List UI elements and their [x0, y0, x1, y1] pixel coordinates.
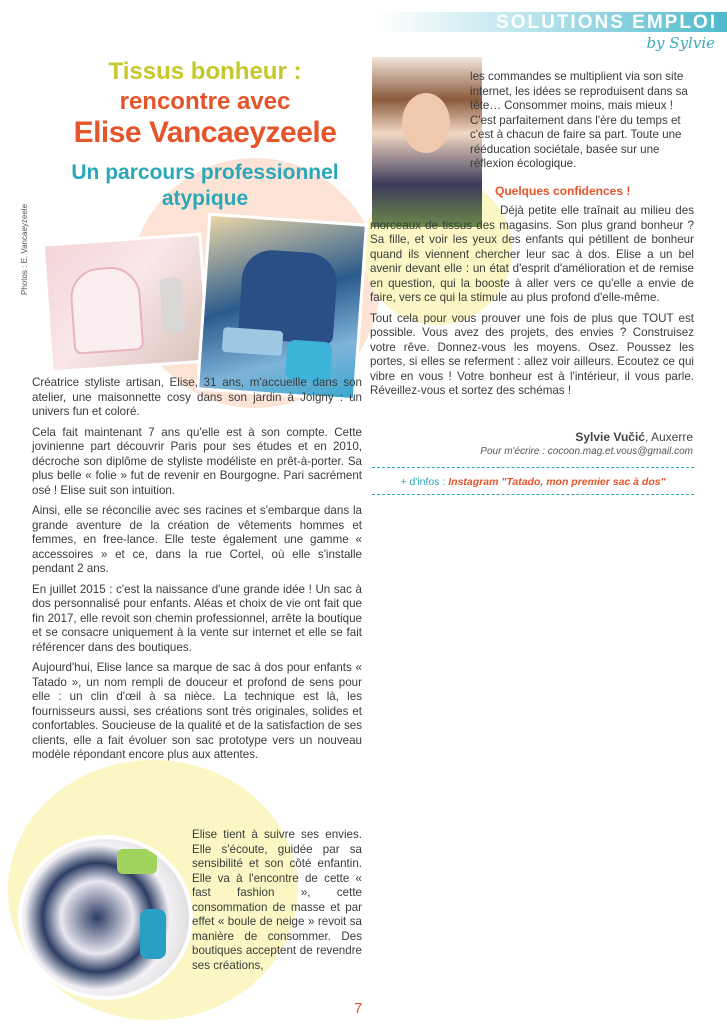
right-mid-column	[370, 204, 694, 405]
paragraph: En juillet 2015 : c'est la naissance d'une grande idée ! Un sac à dos personnalisé pour enfants. Aléas et choix de vie ont fait que fin 2017, elle revoit son chemin professionnel, arrête la boutique et se consacre uniquement à la vente sur internet et elle se fait référencer dans des boutiques.	[32, 582, 362, 654]
signature	[575, 430, 693, 444]
photo-dinosaur-bag	[196, 213, 368, 402]
paragraph: les commandes se multiplient via son site internet, les idées se reproduisent dans sa tête… Consommer moins, mais mieux ! C'est parfaitement dans l'ère du temps et c'est à chacun de faire sa part. Toute une rééducation sociétale, basée sur une réflexion écologique.	[470, 70, 688, 170]
section-title: SOLUTIONS EMPLOI	[496, 12, 717, 33]
author-name: Sylvie Vučić	[575, 430, 645, 444]
confidences-heading: Quelques confidences !	[495, 184, 631, 198]
divider	[372, 467, 694, 468]
title-line-2: rencontre avec	[119, 88, 291, 115]
photo-portrait	[372, 57, 482, 227]
paragraph: Aujourd'hui, Elise lance sa marque de sac à dos pour enfants « Tatado », un nom rempli de douceur et profond de sens pour elle : un clin d'œil à sa nièce. La technique est là, les fournisseurs aussi, ses créations sont très originales, solides et confortables. Soucieuse de la qualité et de la satisfaction de ses clients, elle a fait évoluer son sac prototype vers un nouveau modèle répondant encore plus aux attentes.	[32, 661, 362, 761]
paragraph: Cela fait maintenant 7 ans qu'elle est à son compte. Cette jovinienne part découvrir Paris pour ses études et en 2010, décroche son diplôme de styliste modéliste en prêt-à-porter. Sa plus belle « folie » fut de revenir en Bourgogne. Pari sacrément osé ! Elise suit son intuition.	[32, 425, 362, 497]
title-name: Elise Vancaeyzeele	[73, 116, 337, 149]
divider	[372, 494, 694, 495]
paragraph: Elise tient à suivre ses envies. Elle s'écoute, guidée par sa sensibilité et son côté enfantin. Elle va à l'encontre de cette « fast fashion », cette consommation de masse et par effet « boule de neige » revoit sa manière de consommer. Des boutiques acceptent de revendre ses créations,	[192, 828, 362, 972]
right-top-column	[470, 70, 694, 172]
page-number: 7	[354, 1000, 363, 1017]
author-place: , Auxerre	[644, 430, 693, 444]
paragraph: Créatrice styliste artisan, Elise, 31 ans, m'accueille dans son atelier, une maisonnette cosy dans son jardin à Joigny : un univers fun et coloré.	[32, 376, 362, 418]
photo-flamingo-bag	[42, 233, 211, 374]
infos-value: Instagram "Tatado, mon premier sac à dos"	[448, 476, 666, 488]
author-email: Pour m'écrire : cocoon.mag.et.vous@gmail.com	[480, 446, 693, 457]
section-byline: by Sylvie	[646, 34, 715, 52]
title-line-1: Tissus bonheur :	[108, 58, 302, 85]
photo-credit: Photos : E. Vancaeyzeele	[20, 203, 29, 295]
bottom-column	[32, 828, 362, 973]
left-column	[32, 376, 362, 769]
portrait-face	[402, 93, 450, 153]
infos-box	[372, 476, 694, 488]
subtitle: Un parcours professionnel atypique	[71, 161, 339, 210]
paragraph: Déjà petite elle traînait au milieu des morceaux de tissus des magasins. Son plus grand bonheur ? Sa fille, et voir les yeux des enfants qui pétillent de bonheur quand ils viennent chercher leur sac à dos. Elise a un bel avenir devant elle : un état d'esprit d'amélioration et de remise en question, qui la booste à aller vers ce qu'elle a envie de faire, vers ce qui la stimule au plus profond d'elle-même.	[370, 204, 694, 304]
paragraph: Ainsi, elle se réconcilie avec ses racines et s'embarque dans la grande aventure de la création de vêtements hommes et femmes, en free-lance. Elle teste également une gamme « accessoires » et ce, dans la rue Cortel, où elle s'installe pendant 2 ans.	[32, 504, 362, 575]
infos-label: + d'infos :	[400, 476, 446, 488]
paragraph: Tout cela pour vous prouver une fois de plus que TOUT est possible. Vous avez des projets, des envies ? Construisez votre rêve. Donnez-vous les moyens. Osez. Poussez les portes, si elles se referment : allez voir ailleurs. Ecoutez ce qui vibre en vous ! Votre bonheur est à l'intérieur, il vous parle. Réveillez-vous et sortez des schémas !	[370, 311, 694, 397]
